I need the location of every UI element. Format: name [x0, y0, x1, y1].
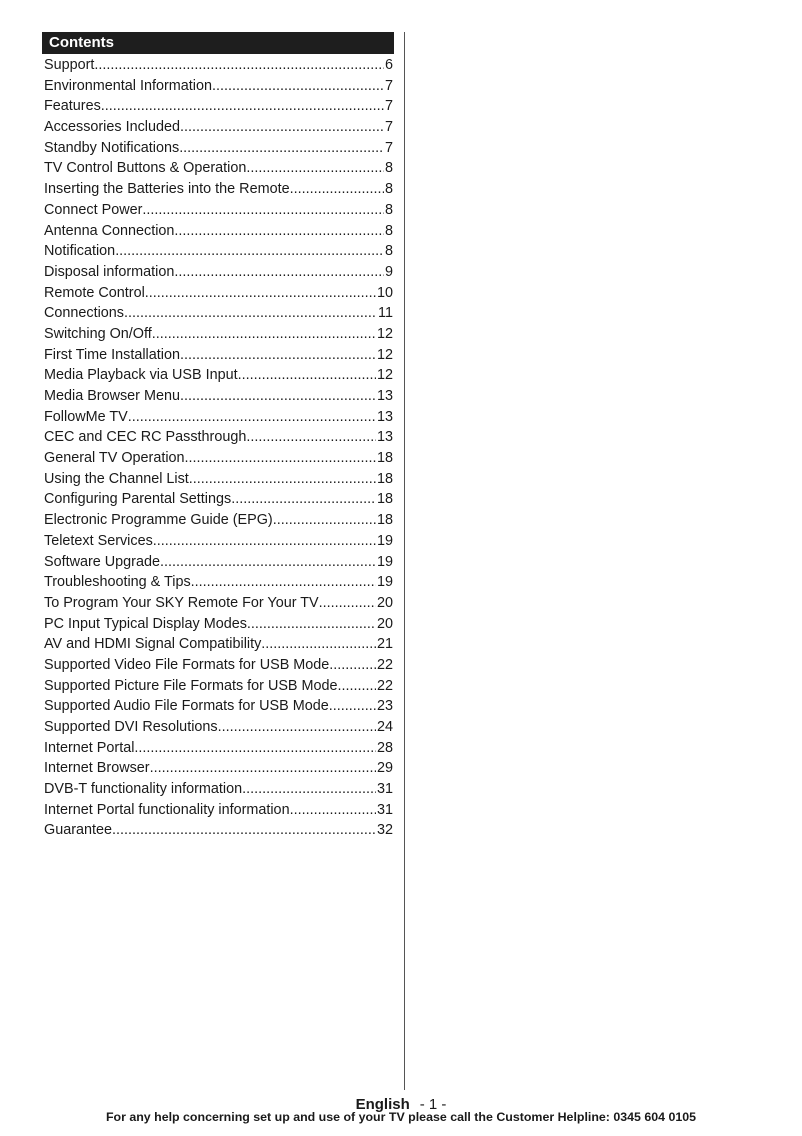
- toc-entry-title: FollowMe TV: [44, 408, 128, 425]
- toc-dot-leader: [185, 448, 376, 469]
- toc-entry-page: 8: [384, 243, 393, 260]
- toc-entry[interactable]: [44, 303, 393, 324]
- toc-entry[interactable]: [44, 779, 393, 800]
- toc-entry-page: 20: [376, 615, 393, 632]
- toc-dot-leader: [246, 427, 376, 448]
- toc-entry[interactable]: [44, 138, 393, 159]
- toc-entry-title: Switching On/Off: [44, 325, 152, 342]
- toc-dot-leader: [180, 117, 384, 138]
- toc-entry[interactable]: [44, 820, 393, 841]
- toc-entry[interactable]: [44, 386, 393, 407]
- toc-dot-leader: [179, 138, 384, 159]
- toc-entry[interactable]: [44, 448, 393, 469]
- toc-entry[interactable]: [44, 469, 393, 490]
- toc-entry[interactable]: [44, 800, 393, 821]
- toc-entry[interactable]: [44, 96, 393, 117]
- toc-entry-title: Features: [44, 98, 101, 115]
- toc-dot-leader: [246, 158, 384, 179]
- toc-dot-leader: [142, 200, 384, 221]
- toc-dot-leader: [160, 552, 376, 573]
- toc-entry-page: 18: [376, 491, 393, 508]
- toc-entry-page: 10: [376, 284, 393, 301]
- toc-dot-leader: [128, 407, 376, 428]
- toc-entry-page: 8: [384, 181, 393, 198]
- toc-entry[interactable]: [44, 510, 393, 531]
- toc-dot-leader: [134, 738, 376, 759]
- toc-dot-leader: [319, 593, 376, 614]
- toc-entry[interactable]: [44, 262, 393, 283]
- toc-entry-page: 28: [376, 739, 393, 756]
- toc-dot-leader: [329, 655, 376, 676]
- toc-entry-page: 7: [384, 77, 393, 94]
- toc-dot-leader: [189, 469, 376, 490]
- toc-dot-leader: [94, 55, 384, 76]
- toc-entry[interactable]: [44, 365, 393, 386]
- toc-entry[interactable]: [44, 655, 393, 676]
- toc-entry-title: Media Browser Menu: [44, 388, 180, 404]
- table-of-contents: [44, 55, 393, 841]
- toc-entry-title: Connections: [44, 305, 124, 322]
- toc-entry-page: 19: [376, 574, 393, 591]
- toc-entry-title: Supported Picture File Formats for USB Mode: [44, 677, 338, 694]
- toc-entry-page: 18: [376, 450, 393, 467]
- toc-entry-title: Teletext Services: [44, 532, 153, 549]
- toc-entry-title: Standby Notifications: [44, 139, 180, 156]
- toc-entry[interactable]: [44, 345, 393, 366]
- toc-entry-page: 19: [376, 553, 393, 570]
- toc-entry[interactable]: [44, 593, 393, 614]
- toc-dot-leader: [174, 262, 384, 283]
- toc-entry-page: 13: [376, 388, 393, 404]
- toc-entry-title: Environmental Information: [44, 77, 212, 94]
- toc-dot-leader: [115, 241, 384, 262]
- toc-entry-page: 11: [378, 305, 393, 322]
- toc-entry[interactable]: [44, 76, 393, 97]
- footer-page-number: - 1 -: [419, 1096, 447, 1113]
- toc-entry-page: 7: [384, 119, 393, 136]
- toc-entry-title: CEC and CEC RC Passthrough: [44, 429, 247, 446]
- toc-dot-leader: [247, 614, 376, 635]
- toc-entry-page: 13: [376, 408, 393, 425]
- toc-entry[interactable]: [44, 552, 393, 573]
- contents-heading: Contents: [42, 32, 394, 54]
- toc-entry-page: 12: [376, 367, 393, 384]
- column-divider: [404, 32, 405, 1090]
- toc-entry-title: AV and HDMI Signal Compatibility: [44, 636, 262, 653]
- toc-dot-leader: [153, 531, 376, 552]
- toc-entry-title: Accessories Included: [44, 119, 180, 136]
- toc-entry-page: 6: [384, 57, 393, 73]
- toc-entry-title: General TV Operation: [44, 450, 185, 467]
- toc-entry[interactable]: [44, 158, 393, 179]
- toc-dot-leader: [124, 303, 377, 324]
- toc-entry[interactable]: [44, 200, 393, 221]
- toc-entry[interactable]: [44, 717, 393, 738]
- toc-entry-title: Notification: [44, 243, 116, 260]
- toc-entry-page: 12: [376, 346, 393, 363]
- toc-entry-title: Media Playback via USB Input: [44, 367, 238, 384]
- toc-entry[interactable]: [44, 572, 393, 593]
- toc-entry[interactable]: [44, 117, 393, 138]
- toc-entry-page: 12: [376, 325, 393, 342]
- toc-dot-leader: [238, 365, 376, 386]
- toc-dot-leader: [261, 634, 376, 655]
- toc-entry-title: To Program Your SKY Remote For Your TV: [44, 594, 319, 611]
- toc-entry-page: 31: [376, 801, 393, 818]
- toc-entry-page: 29: [376, 760, 393, 777]
- toc-entry-title: Electronic Programme Guide (EPG): [44, 512, 273, 529]
- toc-entry-title: Connect Power: [44, 201, 143, 218]
- toc-entry-page: 22: [376, 656, 393, 673]
- toc-entry[interactable]: [44, 407, 393, 428]
- toc-entry-page: 8: [384, 160, 393, 177]
- toc-entry-title: Inserting the Batteries into the Remote: [44, 181, 290, 198]
- toc-entry[interactable]: [44, 55, 393, 76]
- toc-entry-page: 7: [384, 98, 393, 115]
- toc-entry-page: 24: [376, 719, 393, 735]
- toc-entry-title: Software Upgrade: [44, 553, 160, 570]
- toc-entry[interactable]: [44, 489, 393, 510]
- toc-entry-page: 13: [376, 429, 393, 446]
- toc-entry[interactable]: [44, 634, 393, 655]
- toc-entry-page: 32: [376, 822, 393, 839]
- toc-entry-title: Support: [44, 57, 95, 73]
- toc-entry-title: PC Input Typical Display Modes: [44, 615, 247, 632]
- toc-entry-title: TV Control Buttons & Operation: [44, 160, 247, 177]
- toc-entry-title: Internet Browser: [44, 760, 150, 777]
- toc-entry[interactable]: [44, 179, 393, 200]
- toc-entry[interactable]: [44, 324, 393, 345]
- toc-entry-page: 8: [384, 222, 393, 239]
- toc-dot-leader: [191, 572, 376, 593]
- toc-dot-leader: [112, 820, 376, 841]
- toc-entry[interactable]: [44, 676, 393, 697]
- toc-dot-leader: [242, 779, 376, 800]
- toc-dot-leader: [338, 676, 376, 697]
- footer-language: English: [355, 1096, 410, 1113]
- toc-dot-leader: [329, 696, 376, 717]
- toc-dot-leader: [218, 717, 376, 738]
- toc-entry[interactable]: [44, 531, 393, 552]
- toc-entry-title: Disposal information: [44, 263, 175, 280]
- toc-entry-page: 8: [384, 201, 393, 218]
- toc-entry-title: Guarantee: [44, 822, 113, 839]
- toc-entry-title: Remote Control: [44, 284, 145, 301]
- toc-dot-leader: [180, 345, 376, 366]
- toc-dot-leader: [290, 800, 376, 821]
- toc-entry-title: Using the Channel List: [44, 470, 189, 487]
- toc-dot-leader: [290, 179, 384, 200]
- toc-entry-page: 20: [376, 594, 393, 611]
- toc-entry[interactable]: [44, 221, 393, 242]
- toc-entry-title: Troubleshooting & Tips: [44, 574, 191, 591]
- toc-entry-page: 31: [376, 781, 393, 798]
- toc-dot-leader: [231, 489, 376, 510]
- toc-entry-page: 22: [376, 677, 393, 694]
- toc-entry-page: 19: [376, 532, 393, 549]
- toc-entry-title: Internet Portal: [44, 739, 135, 756]
- toc-entry-title: Supported Video File Formats for USB Mode: [44, 656, 330, 673]
- toc-dot-leader: [180, 386, 376, 407]
- toc-entry-page: 9: [384, 263, 393, 280]
- toc-entry[interactable]: [44, 427, 393, 448]
- toc-dot-leader: [150, 758, 376, 779]
- toc-entry-title: Supported Audio File Formats for USB Mode: [44, 698, 329, 715]
- toc-entry[interactable]: [44, 241, 393, 262]
- toc-entry-title: Internet Portal functionality information: [44, 801, 290, 818]
- toc-dot-leader: [174, 221, 384, 242]
- toc-dot-leader: [273, 510, 376, 531]
- toc-entry[interactable]: [44, 696, 393, 717]
- toc-dot-leader: [145, 283, 376, 304]
- toc-entry[interactable]: [44, 614, 393, 635]
- toc-entry-page: 18: [376, 512, 393, 529]
- toc-dot-leader: [212, 76, 384, 97]
- toc-entry-title: DVB-T functionality information: [44, 781, 243, 798]
- toc-entry-title: Antenna Connection: [44, 222, 175, 239]
- footer-helpline: For any help concerning set up and use of your TV please call the Customer Helpline: 0345 604 0105: [105, 1110, 697, 1124]
- toc-entry-title: First Time Installation: [44, 346, 180, 363]
- toc-entry-page: 23: [376, 698, 393, 715]
- toc-entry-page: 18: [376, 470, 393, 487]
- toc-entry[interactable]: [44, 758, 393, 779]
- toc-entry-page: 21: [376, 636, 393, 653]
- toc-entry[interactable]: [44, 738, 393, 759]
- toc-entry-page: 7: [384, 139, 393, 156]
- toc-dot-leader: [152, 324, 376, 345]
- toc-entry-title: Supported DVI Resolutions: [44, 719, 218, 735]
- toc-entry-title: Configuring Parental Settings: [44, 491, 232, 508]
- toc-dot-leader: [101, 96, 384, 117]
- toc-entry[interactable]: [44, 283, 393, 304]
